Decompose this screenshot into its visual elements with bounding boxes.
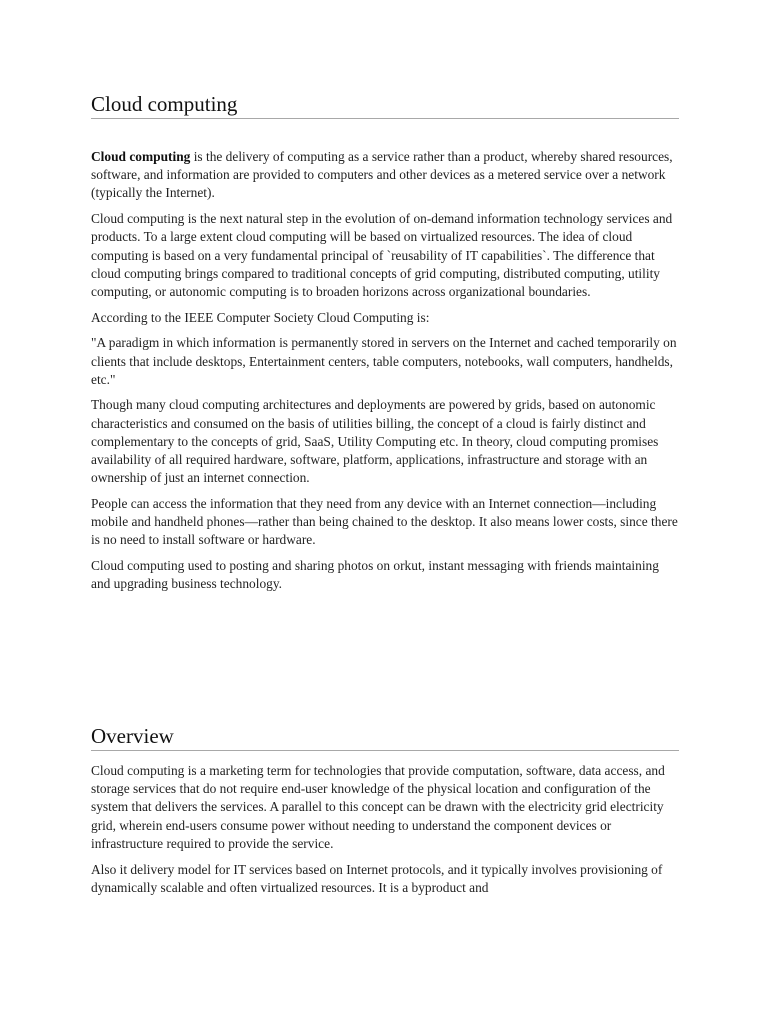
section-cloud-computing-body: [91, 148, 679, 601]
section-overview-body: [91, 762, 679, 904]
intro-bold-term: Cloud computing: [91, 149, 191, 164]
section-heading-cloud-computing: Cloud computing: [91, 92, 679, 119]
paragraph-ieee-quote: "A paradigm in which information is permanently stored in servers on the Internet and cached temporarily on clients that include desktops, Entertainment centers, table computers, notebooks, wall computers, handhelds, etc.": [91, 335, 677, 387]
paragraph-usage: Cloud computing used to posting and sharing photos on orkut, instant messaging with friends maintaining and upgrading business technology.: [91, 558, 659, 592]
paragraph-grids: Though many cloud computing architectures and deployments are powered by grids, based on autonomic characteristics and consumed on the basis of utilities billing, the concept of a cloud is fairly distinct and complementary to the concepts of grid, SaaS, Utility Computing etc. In theory, cloud computing promises availability of all required hardware, software, platform, applications, infrastructure and storage with an ownership of just an internet connection.: [91, 397, 659, 486]
intro-text: is the delivery of computing as a service rather than a product, whereby shared resources, software, and information are provided to computers and other devices as a metered service over a network (typically the Internet).: [91, 149, 673, 201]
intro-paragraph: [91, 148, 679, 203]
paragraph-ieee-intro: According to the IEEE Computer Society Cloud Computing is:: [91, 309, 430, 325]
paragraph-overview-marketing: Cloud computing is a marketing term for technologies that provide computation, software, data access, and storage services that do not require end-user knowledge of the physical location and configuration of the system that delivers the services. A parallel to this concept can be drawn with the electricity grid electricity grid, wherein end-users consume power without needing to understand the component devices or infrastructure required to provide the service.: [91, 763, 665, 851]
section-heading-overview: Overview: [91, 724, 679, 751]
paragraph-overview-delivery: Also it delivery model for IT services based on Internet protocols, and it typically involves provisioning of dynamically scalable and often virtualized resources. It is a byproduct and: [91, 861, 663, 895]
paragraph-evolution: Cloud computing is the next natural step in the evolution of on-demand information technology services and products. To a large extent cloud computing will be based on virtualized resources. The idea of cloud computing is based on a very fundamental principal of `reusability of IT capabilities`. The difference that cloud computing brings compared to traditional concepts of grid computing, distributed computing, utility computing, or autonomic computing is to broaden horizons across organizational boundaries.: [91, 211, 673, 299]
paragraph-access: People can access the information that they need from any device with an Internet connection—including mobile and handheld phones—rather than being chained to the desktop. It also means lower costs, since there is no need to install software or hardware.: [91, 495, 678, 548]
